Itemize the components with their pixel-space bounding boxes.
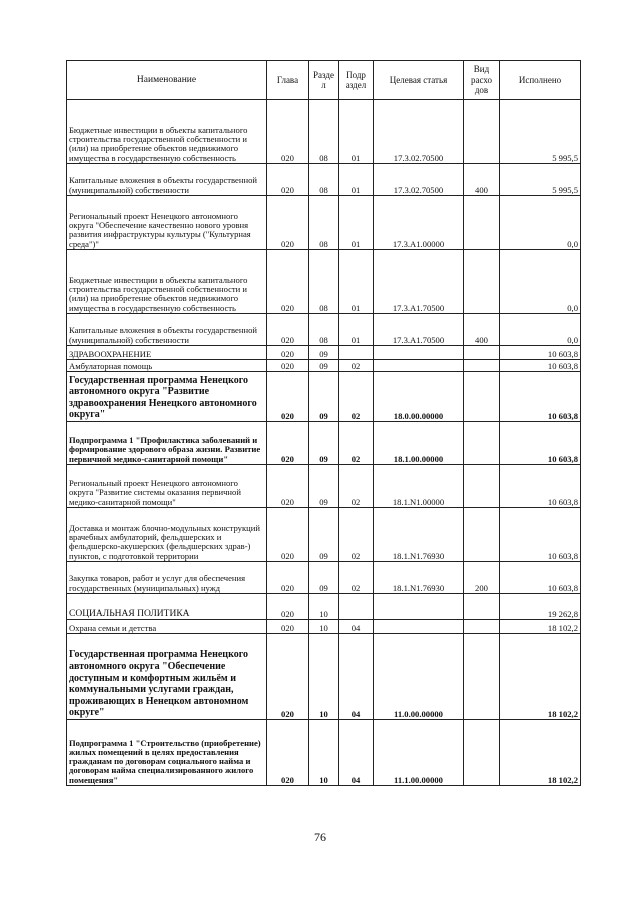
- row-name: Региональный проект Ненецкого автономного округа "Развитие системы оказания первичной медико-санитарной помощи": [67, 465, 267, 508]
- row-glava: 020: [267, 250, 309, 314]
- row-razdel: 09: [309, 465, 339, 508]
- row-statya: 18.0.00.00000: [374, 372, 464, 422]
- row-glava: 020: [267, 196, 309, 250]
- row-razdel: 08: [309, 314, 339, 346]
- row-razdel: 08: [309, 164, 339, 196]
- table-row: [67, 562, 581, 594]
- row-vid: 400: [464, 164, 500, 196]
- row-vid: [464, 346, 500, 360]
- row-vid: [464, 196, 500, 250]
- row-amount: 0,0: [500, 314, 581, 346]
- row-name: Амбулаторная помощь: [67, 360, 267, 372]
- row-vid: 200: [464, 562, 500, 594]
- table-row: [67, 196, 581, 250]
- row-name: Подпрограмма 1 "Строительство (приобретение) жилых помещений в целях предоставления гражданам по договорам социального найма и договорам найма специализированного жилого помещения": [67, 720, 267, 786]
- row-razdel: 09: [309, 360, 339, 372]
- table-row: [67, 250, 581, 314]
- table-row: [67, 594, 581, 620]
- row-amount: 10 603,8: [500, 465, 581, 508]
- row-name: Капитальные вложения в объекты государственной (муниципальной) собственности: [67, 164, 267, 196]
- row-statya: 11.0.00.00000: [374, 634, 464, 720]
- row-statya: [374, 360, 464, 372]
- row-name: Государственная программа Ненецкого автономного округа "Обеспечение доступным и комфортным жильём и коммунальными услугами граждан, проживающих в Ненецком автономном округе": [67, 634, 267, 720]
- col-header-glava: Глава: [267, 61, 309, 100]
- row-glava: 020: [267, 562, 309, 594]
- row-podrazdel: 04: [339, 720, 374, 786]
- table-row: [67, 508, 581, 562]
- row-podrazdel: 02: [339, 422, 374, 465]
- row-statya: 18.1.N1.00000: [374, 465, 464, 508]
- row-amount: 5 995,5: [500, 100, 581, 164]
- row-name: СОЦИАЛЬНАЯ ПОЛИТИКА: [67, 594, 267, 620]
- row-glava: 020: [267, 634, 309, 720]
- row-statya: 18.1.N1.76930: [374, 562, 464, 594]
- table-row: [67, 720, 581, 786]
- row-glava: 020: [267, 620, 309, 634]
- row-amount: 18 102,2: [500, 720, 581, 786]
- table-row: [67, 634, 581, 720]
- row-amount: 10 603,8: [500, 562, 581, 594]
- col-header-amount: Исполнено: [500, 61, 581, 100]
- row-glava: 020: [267, 314, 309, 346]
- row-podrazdel: 02: [339, 372, 374, 422]
- row-razdel: 10: [309, 594, 339, 620]
- row-razdel: 09: [309, 508, 339, 562]
- row-statya: 17.3.A1.70500: [374, 250, 464, 314]
- row-amount: 0,0: [500, 196, 581, 250]
- row-vid: [464, 100, 500, 164]
- row-vid: [464, 508, 500, 562]
- row-amount: 10 603,8: [500, 346, 581, 360]
- table-row: [67, 422, 581, 465]
- row-podrazdel: 04: [339, 620, 374, 634]
- row-podrazdel: 02: [339, 465, 374, 508]
- table-row: [67, 465, 581, 508]
- row-vid: [464, 634, 500, 720]
- row-vid: [464, 372, 500, 422]
- row-glava: 020: [267, 164, 309, 196]
- table-row: [67, 314, 581, 346]
- table-row: [67, 100, 581, 164]
- row-podrazdel: 04: [339, 634, 374, 720]
- row-statya: 17.3.A1.70500: [374, 314, 464, 346]
- table-header-row: [67, 61, 581, 100]
- row-podrazdel: [339, 594, 374, 620]
- col-header-podrazdel: Подр аздел: [339, 61, 374, 100]
- row-podrazdel: [339, 346, 374, 360]
- row-podrazdel: 01: [339, 250, 374, 314]
- row-amount: 19 262,8: [500, 594, 581, 620]
- row-name: Закупка товаров, работ и услуг для обеспечения государственных (муниципальных) нужд: [67, 562, 267, 594]
- row-podrazdel: 01: [339, 196, 374, 250]
- row-statya: 11.1.00.00000: [374, 720, 464, 786]
- row-podrazdel: 01: [339, 314, 374, 346]
- row-name: Подпрограмма 1 "Профилактика заболеваний и формирование здорового образа жизни. Развитие первичной медико-санитарной помощи": [67, 422, 267, 465]
- row-razdel: 08: [309, 100, 339, 164]
- row-amount: 18 102,2: [500, 620, 581, 634]
- row-glava: 020: [267, 372, 309, 422]
- row-vid: [464, 465, 500, 508]
- row-statya: 17.3.A1.00000: [374, 196, 464, 250]
- table-row: [67, 346, 581, 360]
- row-amount: 0,0: [500, 250, 581, 314]
- row-vid: [464, 360, 500, 372]
- row-razdel: 09: [309, 372, 339, 422]
- col-header-statya: Целевая статья: [374, 61, 464, 100]
- row-name: Региональный проект Ненецкого автономного округа "Обеспечение качественно нового уровня развития инфраструктуры культуры ("Культурная среда")": [67, 196, 267, 250]
- row-name: Капитальные вложения в объекты государственной (муниципальной) собственности: [67, 314, 267, 346]
- row-razdel: 09: [309, 562, 339, 594]
- table-row: [67, 620, 581, 634]
- row-podrazdel: 01: [339, 100, 374, 164]
- col-header-vid: Вид расхо дов: [464, 61, 500, 100]
- row-podrazdel: 01: [339, 164, 374, 196]
- col-header-razdel: Разде л: [309, 61, 339, 100]
- row-amount: 10 603,8: [500, 508, 581, 562]
- row-amount: 10 603,8: [500, 372, 581, 422]
- row-amount: 18 102,2: [500, 634, 581, 720]
- row-amount: 10 603,8: [500, 360, 581, 372]
- row-vid: [464, 620, 500, 634]
- row-name: Государственная программа Ненецкого автономного округа "Развитие здравоохранения Ненецкого автономного округа": [67, 372, 267, 422]
- row-razdel: 08: [309, 250, 339, 314]
- row-razdel: 08: [309, 196, 339, 250]
- row-name: ЗДРАВООХРАНЕНИЕ: [67, 346, 267, 360]
- row-glava: 020: [267, 360, 309, 372]
- row-statya: 17.3.02.70500: [374, 164, 464, 196]
- page-number: 76: [314, 830, 326, 844]
- row-statya: 18.1.00.00000: [374, 422, 464, 465]
- table-row: [67, 164, 581, 196]
- row-razdel: 10: [309, 620, 339, 634]
- row-glava: 020: [267, 422, 309, 465]
- row-vid: [464, 422, 500, 465]
- table-row: [67, 360, 581, 372]
- row-statya: [374, 346, 464, 360]
- row-glava: 020: [267, 346, 309, 360]
- row-glava: 020: [267, 594, 309, 620]
- col-header-name: Наименование: [67, 61, 267, 100]
- row-razdel: 10: [309, 720, 339, 786]
- row-name: Бюджетные инвестиции в объекты капитального строительства государственной собственности и (или) на приобретение объектов недвижимого имущества в государственную собственность: [67, 250, 267, 314]
- row-glava: 020: [267, 720, 309, 786]
- row-name: Доставка и монтаж блочно-модульных конструкций врачебных амбулаторий, фельдшерских и фельдшерско-акушерских (фельдшерских здрав-) пунктов, с подготовкой территории: [67, 508, 267, 562]
- row-vid: [464, 720, 500, 786]
- row-podrazdel: 02: [339, 508, 374, 562]
- row-podrazdel: 02: [339, 360, 374, 372]
- row-statya: 17.3.02.70500: [374, 100, 464, 164]
- row-vid: [464, 594, 500, 620]
- row-glava: 020: [267, 508, 309, 562]
- budget-table: [66, 60, 581, 786]
- row-glava: 020: [267, 465, 309, 508]
- row-razdel: 10: [309, 634, 339, 720]
- row-statya: [374, 594, 464, 620]
- row-glava: 020: [267, 100, 309, 164]
- row-name: Бюджетные инвестиции в объекты капитального строительства государственной собственности и (или) на приобретение объектов недвижимого имущества в государственную собственность: [67, 100, 267, 164]
- table-row: [67, 372, 581, 422]
- row-podrazdel: 02: [339, 562, 374, 594]
- row-vid: 400: [464, 314, 500, 346]
- row-razdel: 09: [309, 346, 339, 360]
- row-statya: 18.1.N1.76930: [374, 508, 464, 562]
- row-razdel: 09: [309, 422, 339, 465]
- row-amount: 10 603,8: [500, 422, 581, 465]
- row-name: Охрана семьи и детства: [67, 620, 267, 634]
- row-statya: [374, 620, 464, 634]
- row-vid: [464, 250, 500, 314]
- row-amount: 5 995,5: [500, 164, 581, 196]
